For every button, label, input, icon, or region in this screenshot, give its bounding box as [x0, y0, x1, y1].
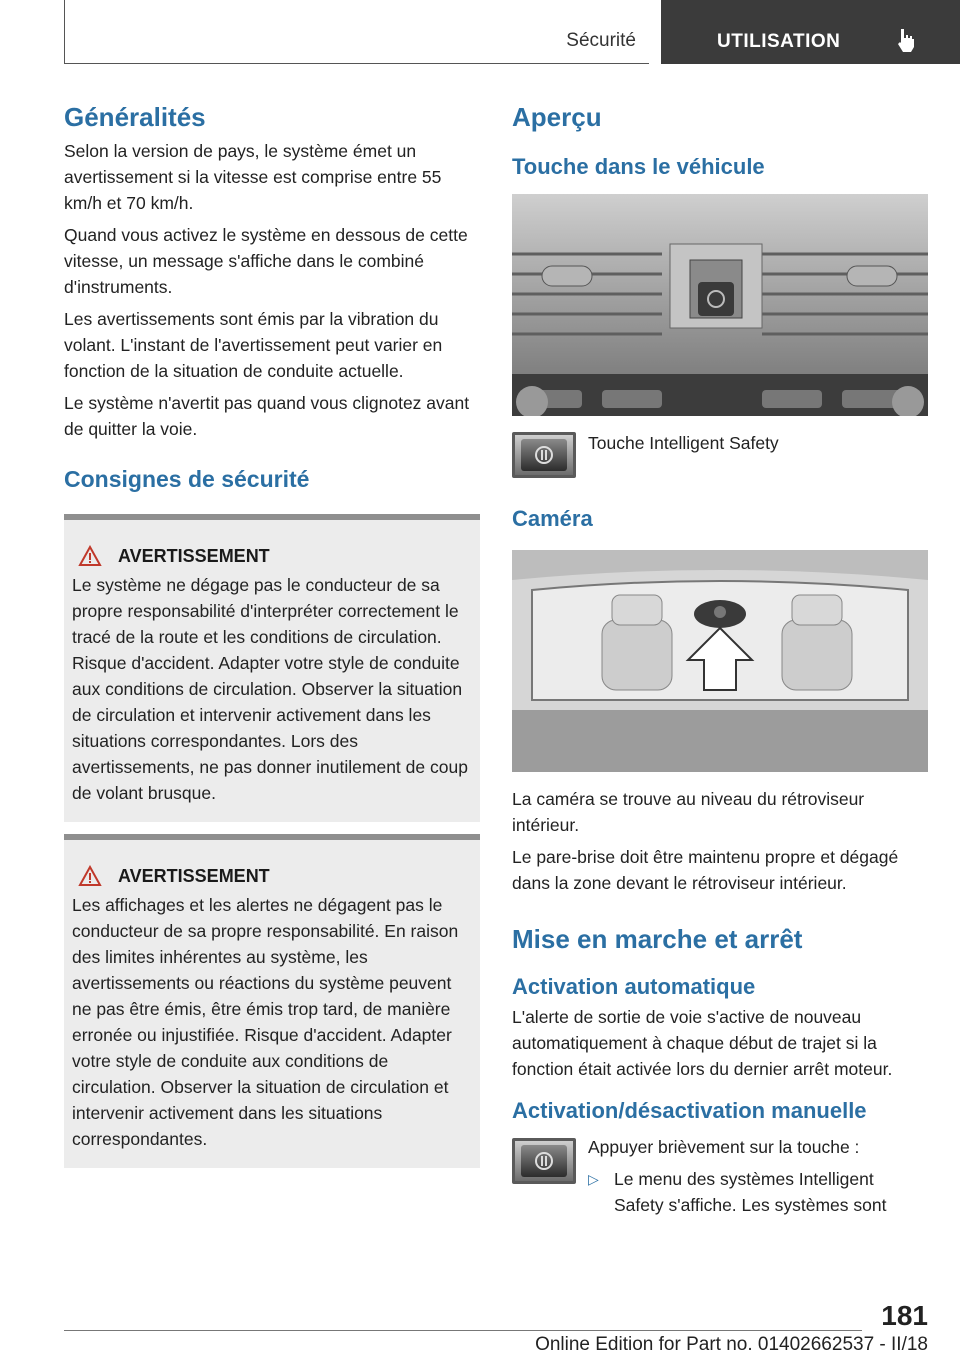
warning-title: AVERTISSEMENT: [118, 865, 270, 886]
intelligent-safety-button-icon: [512, 1138, 576, 1184]
subsection-title-touche: Touche dans le véhicule: [512, 154, 765, 179]
section-title-generalites: Généralités: [64, 102, 206, 132]
button-caption: Touche Intelligent Safety: [588, 433, 779, 453]
warning-text: Les affichages et les alertes ne dégagent pas le conducteur de sa propre responsabilité. En raison des limites inhérentes au système, les avertissements ou réactions du système peuvent ne pas être émis, être émis trop tard, de manière erronée ou injustifiée. Risque d'accident. Adapter votre style de conduite aux conditions de circulation. Observer la situation de circulation et intervenir activement dans les situations correspondantes.: [72, 895, 459, 1149]
camera-photo: [512, 550, 928, 772]
paragraph: Le pare-brise doit être maintenu propre et dégagé dans la zone devant le rétroviseur intérieur.: [512, 847, 899, 893]
pointing-hand-icon: [895, 27, 917, 53]
paragraph: Le système n'avertit pas quand vous clignotez avant de quitter la voie.: [64, 393, 470, 439]
right-column: [512, 100, 928, 1218]
footer-edition: Online Edition for Part no. 01402662537 - II/18: [535, 1334, 928, 1355]
intelligent-safety-button-icon: [512, 432, 576, 478]
chapter-tab-label: UTILISATION: [717, 31, 841, 52]
dashboard-button-photo: [512, 194, 928, 416]
paragraph: Selon la version de pays, le système émet un avertissement si la vitesse est comprise entre 55 km/h et 70 km/h.: [64, 141, 442, 213]
left-column: [64, 100, 480, 1168]
section-title-mise-en-marche: Mise en marche et arrêt: [512, 924, 803, 954]
paragraph: L'alerte de sortie de voie s'active de nouveau automatiquement à chaque début de trajet si la fonction était activée lors du dernier arrêt moteur.: [512, 1007, 893, 1079]
warning-triangle-icon: [78, 865, 102, 887]
paragraph: Les avertissements sont émis par la vibration du volant. L'instant de l'avertissement peut varier en fonction de la situation de conduite actuelle.: [64, 309, 443, 381]
warning-heading: [78, 540, 472, 572]
button-caption-row: [512, 432, 928, 478]
section-title-consignes: Consignes de sécurité: [64, 466, 310, 492]
header-rule: [64, 63, 649, 64]
warning-box: [64, 514, 480, 822]
section-title-apercu: Aperçu: [512, 102, 602, 132]
warning-box: [64, 834, 480, 1168]
footer-rule: [64, 1330, 862, 1331]
warning-heading: [78, 860, 472, 892]
chapter-tab[interactable]: [661, 0, 960, 64]
page-number: 181: [881, 1300, 928, 1331]
paragraph: La caméra se trouve au niveau du rétroviseur intérieur.: [512, 789, 865, 835]
warning-text: Le système ne dégage pas le conducteur de sa propre responsabilité d'interpréter correctement le tracé de la route et les conditions de circulation. Risque d'accident. Adapter votre style de conduite aux conditions de circulation. Observer la situation de circulation et intervenir activement dans les situations correspondantes. Lors des avertissements, ne pas donner inutilement de coup de volant brusque.: [72, 575, 468, 803]
subsection-title-camera: Caméra: [512, 506, 593, 531]
header-divider: [64, 0, 65, 64]
list-item-text: Le menu des systèmes Intelligent Safety s'affiche. Les systèmes sont: [614, 1169, 887, 1215]
paragraph: Quand vous activez le système en dessous de cette vitesse, un message s'affiche dans le combiné d'instruments.: [64, 225, 468, 297]
warning-triangle-icon: [78, 545, 102, 567]
triangle-bullet-icon: ▷: [588, 1171, 599, 1187]
warning-title: AVERTISSEMENT: [118, 545, 270, 566]
instruction-text: Appuyer brièvement sur la touche :: [588, 1137, 860, 1157]
subsection-title-auto: Activation automatique: [512, 974, 756, 999]
list-item: [588, 1166, 928, 1218]
header-section-title: Sécurité: [566, 30, 636, 51]
subsection-title-manual: Activation/désactivation manuelle: [512, 1098, 867, 1123]
